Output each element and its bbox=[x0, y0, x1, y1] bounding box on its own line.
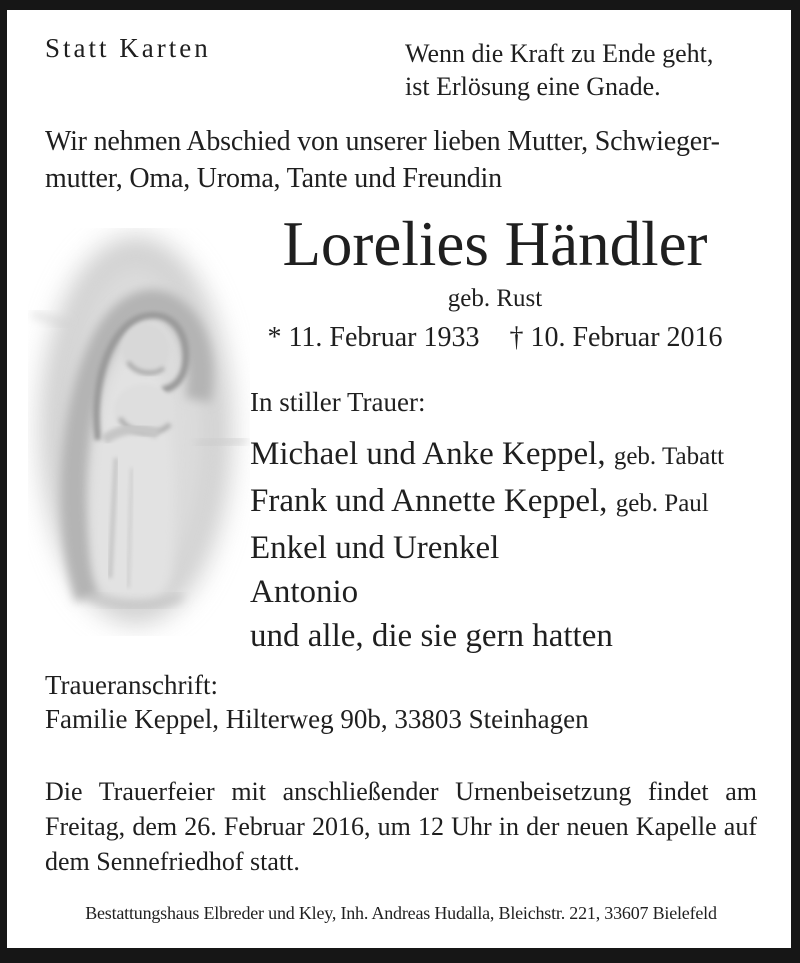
intro-line-1: Wir nehmen Abschied von unserer lieben Mutter, Schwieger- bbox=[45, 126, 720, 157]
mourner-names: Michael und Anke Keppel, bbox=[250, 436, 606, 472]
mourner-line bbox=[250, 432, 724, 479]
birth-date: * 11. Februar 1933 bbox=[267, 322, 480, 353]
epigraph bbox=[405, 37, 713, 103]
statt-karten-label: Statt Karten bbox=[45, 33, 211, 63]
maiden-name: geb. Rust bbox=[447, 285, 543, 312]
mourner-names: und alle, die sie gern hatten bbox=[250, 618, 613, 654]
mourner-line bbox=[250, 570, 724, 614]
epigraph-line-2: ist Erlösung eine Gnade. bbox=[405, 72, 661, 101]
mourning-address-section bbox=[45, 668, 589, 736]
funeral-home-line: Bestattungshaus Elbreder und Kley, Inh. Andreas Hudalla, Bleichstr. 221, 33607 Bielefeld bbox=[85, 903, 717, 923]
madonna-relief-icon bbox=[28, 228, 250, 636]
intro-line-2: mutter, Oma, Uroma, Tante und Freundin bbox=[45, 163, 502, 194]
death-date: † 10. Februar 2016 bbox=[509, 322, 723, 353]
ceremony-line-3: dem Sennefriedhof statt. bbox=[45, 847, 300, 876]
mourning-section bbox=[250, 386, 724, 658]
epigraph-line-1: Wenn die Kraft zu Ende geht, bbox=[405, 39, 714, 68]
mourner-maiden-name: geb. Tabatt bbox=[613, 443, 725, 470]
ceremony-line-2: Freitag, dem 26. Februar 2016, um 12 Uhr in der neuen Kapelle auf bbox=[45, 812, 757, 841]
deceased-header bbox=[250, 210, 740, 354]
mourner-line bbox=[250, 479, 724, 526]
mourner-line bbox=[250, 614, 724, 658]
mourning-label: In stiller Trauer: bbox=[250, 387, 426, 417]
mourner-names: Antonio bbox=[250, 574, 359, 610]
ceremony-info bbox=[45, 774, 757, 879]
ceremony-line-1: Die Trauerfeier mit anschließender Urnenbeisetzung findet am bbox=[45, 777, 757, 806]
mourner-list bbox=[250, 432, 724, 658]
address-label: Traueranschrift: bbox=[45, 670, 218, 700]
mourner-line bbox=[250, 526, 724, 570]
mourner-names: Frank und Annette Keppel, bbox=[250, 483, 608, 519]
mourner-names: Enkel und Urenkel bbox=[250, 530, 500, 566]
deceased-name: Lorelies Händler bbox=[282, 209, 708, 279]
address-value: Familie Keppel, Hilterweg 90b, 33803 Steinhagen bbox=[45, 704, 589, 734]
mourner-maiden-name: geb. Paul bbox=[615, 490, 709, 517]
madonna-relief-image bbox=[28, 228, 250, 636]
life-dates bbox=[250, 322, 740, 354]
farewell-intro bbox=[45, 123, 720, 197]
